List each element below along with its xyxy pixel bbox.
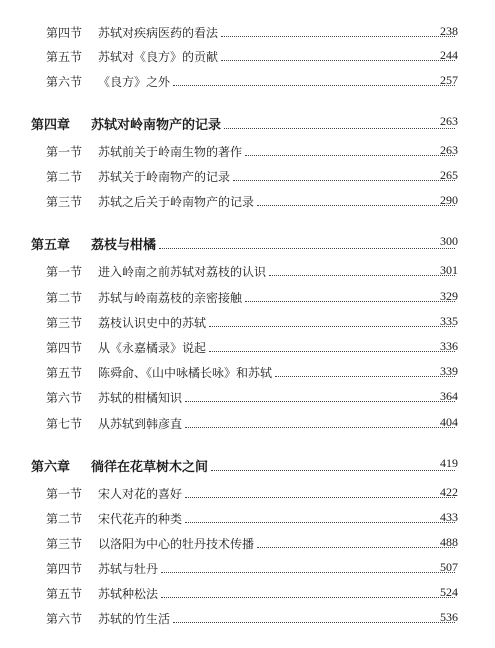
page-number: 265 — [440, 168, 458, 182]
page-number: 422 — [440, 485, 458, 499]
section-number: 第二节 — [46, 170, 83, 184]
dot-leader — [185, 497, 455, 498]
section-title: 苏轼与岭南荔枝的亲密接触 — [98, 291, 243, 305]
page-number: 263 — [440, 114, 458, 128]
section-number: 第四节 — [46, 562, 83, 576]
dot-leader — [257, 205, 455, 206]
entry-title-group — [98, 73, 458, 90]
dot-leader — [233, 180, 455, 181]
entry-title-group — [98, 485, 458, 502]
section-title: 《良方》之外 — [98, 75, 171, 89]
entry-title-group — [91, 234, 458, 253]
dot-leader — [159, 248, 455, 249]
entry-title-group — [91, 114, 458, 133]
section-number: 第六节 — [46, 391, 83, 405]
page-number: 433 — [440, 510, 458, 524]
entry-title-group — [98, 314, 458, 331]
chapter-number: 第四章 — [31, 118, 71, 133]
dot-leader — [245, 155, 455, 156]
page-number: 404 — [440, 415, 458, 429]
dot-leader — [257, 547, 455, 548]
section-title: 苏轼与牡丹 — [98, 562, 159, 576]
section-title: 苏轼之后关于岭南物产的记录 — [98, 195, 255, 209]
entry-title-group — [98, 510, 458, 527]
section-title: 从苏轼到韩彦直 — [98, 417, 183, 431]
dot-leader — [209, 351, 455, 352]
dot-leader — [185, 522, 455, 523]
section-title: 宋人对花的喜好 — [98, 487, 183, 501]
page-number: 524 — [440, 585, 458, 599]
entry-title-group — [98, 263, 458, 280]
page-number: 238 — [440, 24, 458, 38]
section-number: 第五节 — [46, 50, 83, 64]
section-title: 苏轼的竹生活 — [98, 612, 171, 626]
entry-title-group — [98, 364, 458, 381]
page-number: 300 — [440, 234, 458, 248]
dot-leader — [221, 60, 455, 61]
section-number: 第一节 — [46, 487, 83, 501]
section-number: 第六节 — [46, 612, 83, 626]
section-title: 苏轼对疾病医药的看法 — [98, 26, 219, 40]
entry-title-group — [98, 389, 458, 406]
page-number: 339 — [440, 364, 458, 378]
page-number: 329 — [440, 289, 458, 303]
chapter-title: 荔枝与柑橘 — [91, 238, 157, 253]
dot-leader — [224, 128, 455, 129]
section-number: 第四节 — [46, 26, 83, 40]
dot-leader — [161, 597, 455, 598]
entry-title-group — [98, 289, 458, 306]
page-number: 364 — [440, 389, 458, 403]
entry-title-group — [98, 560, 458, 577]
page-number: 244 — [440, 48, 458, 62]
chapter-title: 苏轼对岭南物产的记录 — [91, 118, 222, 133]
section-number: 第三节 — [46, 316, 83, 330]
entry-title-group — [91, 456, 458, 475]
section-title: 从《永嘉橘录》说起 — [98, 341, 207, 355]
section-title: 宋代花卉的种类 — [98, 512, 183, 526]
section-title: 苏轼关于岭南物产的记录 — [98, 170, 231, 184]
dot-leader — [185, 427, 455, 428]
section-number: 第三节 — [46, 195, 83, 209]
dot-leader — [185, 401, 455, 402]
section-title: 以洛阳为中心的牡丹技术传播 — [98, 537, 255, 551]
section-title: 苏轼种松法 — [98, 587, 159, 601]
section-title: 进入岭南之前苏轼对荔枝的认识 — [98, 265, 267, 279]
dot-leader — [209, 326, 455, 327]
section-title: 苏轼的柑橘知识 — [98, 391, 183, 405]
section-number: 第二节 — [46, 512, 83, 526]
dot-leader — [275, 376, 455, 377]
section-number: 第七节 — [46, 417, 83, 431]
entry-title-group — [98, 415, 458, 432]
dot-leader — [211, 470, 455, 471]
section-number: 第一节 — [46, 145, 83, 159]
page-number: 257 — [440, 73, 458, 87]
page-number: 335 — [440, 314, 458, 328]
entry-title-group — [98, 24, 458, 41]
dot-leader — [245, 301, 455, 302]
entry-title-group — [98, 168, 458, 185]
entry-title-group — [98, 535, 458, 552]
dot-leader — [173, 85, 455, 86]
entry-title-group — [98, 585, 458, 602]
page-number: 536 — [440, 610, 458, 624]
page-number: 507 — [440, 560, 458, 574]
page-number: 488 — [440, 535, 458, 549]
section-number: 第二节 — [46, 291, 83, 305]
section-number: 第五节 — [46, 587, 83, 601]
entry-title-group — [98, 48, 458, 65]
dot-leader — [173, 622, 455, 623]
chapter-number: 第六章 — [31, 460, 71, 475]
entry-title-group — [98, 143, 458, 160]
dot-leader — [161, 572, 455, 573]
dot-leader — [221, 36, 455, 37]
dot-leader — [269, 275, 455, 276]
section-number: 第四节 — [46, 341, 83, 355]
section-title: 苏轼对《良方》的贡献 — [98, 50, 219, 64]
section-number: 第六节 — [46, 75, 83, 89]
page-number: 263 — [440, 143, 458, 157]
section-title: 苏轼前关于岭南生物的著作 — [98, 145, 243, 159]
section-number: 第一节 — [46, 265, 83, 279]
entry-title-group — [98, 339, 458, 356]
entry-title-group — [98, 610, 458, 627]
section-number: 第三节 — [46, 537, 83, 551]
page-number: 419 — [440, 456, 458, 470]
chapter-title: 徜徉在花草树木之间 — [91, 460, 209, 475]
section-title: 荔枝认识史中的苏轼 — [98, 316, 207, 330]
page-number: 301 — [440, 263, 458, 277]
page-number: 336 — [440, 339, 458, 353]
section-number: 第五节 — [46, 366, 83, 380]
section-title: 陈舜俞、《山中咏橘长咏》和苏轼 — [98, 366, 273, 380]
entry-title-group — [98, 193, 458, 210]
chapter-number: 第五章 — [31, 238, 71, 253]
page-number: 290 — [440, 193, 458, 207]
